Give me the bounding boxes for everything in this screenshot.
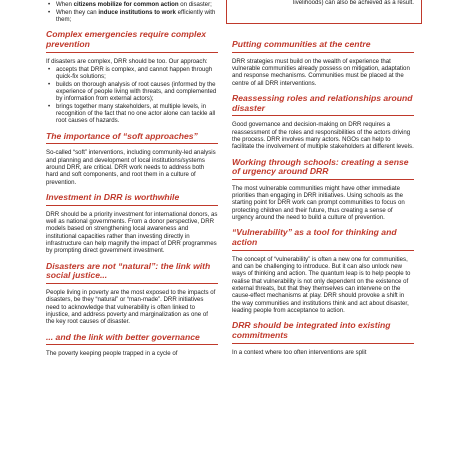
section-paragraph: DRR should be a priority investment for international donors, as well as national governments. From a donor perspective, DRR models based on strengthening local awareness and institutional capacities rather than investing directly in infrastructure can help magnify the impact of DRR programmes by prompting direct government investment. <box>46 210 218 255</box>
section-heading: Investment in DRR is worthwhile <box>46 193 218 206</box>
section-heading: Putting communities at the centre <box>232 40 414 53</box>
bullet-item: • accepts that DRR is complex, and cannot happen through quick-fix solutions; <box>46 66 218 81</box>
section-paragraph: In a context where too often interventions are split <box>232 348 367 356</box>
section-heading: Working through schools: creating a sense of urgency around DRR <box>232 158 414 180</box>
right-column <box>232 40 414 363</box>
section-paragraph: The poverty keeping people trapped in a cycle of <box>46 350 178 358</box>
intro-bullet-list <box>46 0 218 23</box>
section-paragraph: If disasters are complex, DRR should be too. Our approach: <box>46 57 208 65</box>
section-paragraph: The most vulnerable communities might have other immediate priorities than engaging in DRR initiatives. Using schools as the starting point for DRR work can prompt communities to focus on protecting children and their future, thus creating a sense of urgency around the need to build a culture of prevention. <box>232 184 405 222</box>
section-bullet-list <box>46 66 218 125</box>
section-heading: ... and the link with better governance <box>46 333 218 346</box>
section-paragraph: The concept of “vulnerability” is often a new one for communities, and can be challenging to introduce. But it can also unlock new ways of thinking and action. The quantum leap is to help people to realise that vulnerability is not only dependent on the existence of external threats, but that they themselves can intervene on the cause-effect mechanisms at play. DRR should provoke a shift in the way communities and institutions think and act about disaster, leading people from acceptance to action. <box>232 255 411 315</box>
bullet-item: • brings together many stakeholders, at multiple levels, in recognition of the fact that no one actor alone can tackle all root causes of hazards. <box>46 103 218 125</box>
section-heading: Complex emergencies require complex prevention <box>46 30 218 52</box>
section-paragraph: People living in poverty are the most exposed to the impacts of disasters, be they “natural” or “man-made”. DRR initiatives need to acknowledge that vulnerability is often linked to injustice, and address poverty and marginalization as one of the key root causes of disaster. <box>46 288 216 326</box>
callout-text: livelihoods) can also be achieved as a result. <box>293 0 414 7</box>
callout-box <box>226 0 422 24</box>
section-heading: The importance of “soft approaches” <box>46 132 218 145</box>
bullet-item: • When citizens mobilize for common action on disaster; <box>46 1 218 8</box>
bullet-item: • builds on thorough analysis of root causes (informed by the experience of people living with threats, and complemented by information from external actors); <box>46 81 218 103</box>
section-heading: Disasters are not “natural”: the link with social justice... <box>46 262 218 284</box>
section-heading: DRR should be integrated into existing commitments <box>232 321 414 343</box>
bullet-item: • When they can induce institutions to work efficiently with them; <box>46 9 218 24</box>
left-column <box>46 0 218 364</box>
section-heading: Reassessing roles and relationships around disaster <box>232 94 414 116</box>
section-heading: “Vulnerability” as a tool for thinking and action <box>232 228 414 250</box>
section-paragraph: Good governance and decision-making on DRR requires a reassessment of the roles and responsibilities of the actors driving the process. DRR involves many actors. NGOs can help to facilitate the involvement of multiple stakeholders at different levels. <box>232 121 414 151</box>
section-paragraph: So-called “soft” interventions, including community-led analysis and planning and development of local institutions/systems around DRR, are critical. DRR work needs to address both hard and soft components, and root them in a culture of prevention. <box>46 149 216 186</box>
section-paragraph: DRR strategies must build on the wealth of experience that vulnerable communities already possess on mitigation, adaptation and response mechanisms. Communities must be placed at the centre of all DRR interventions. <box>232 57 410 87</box>
